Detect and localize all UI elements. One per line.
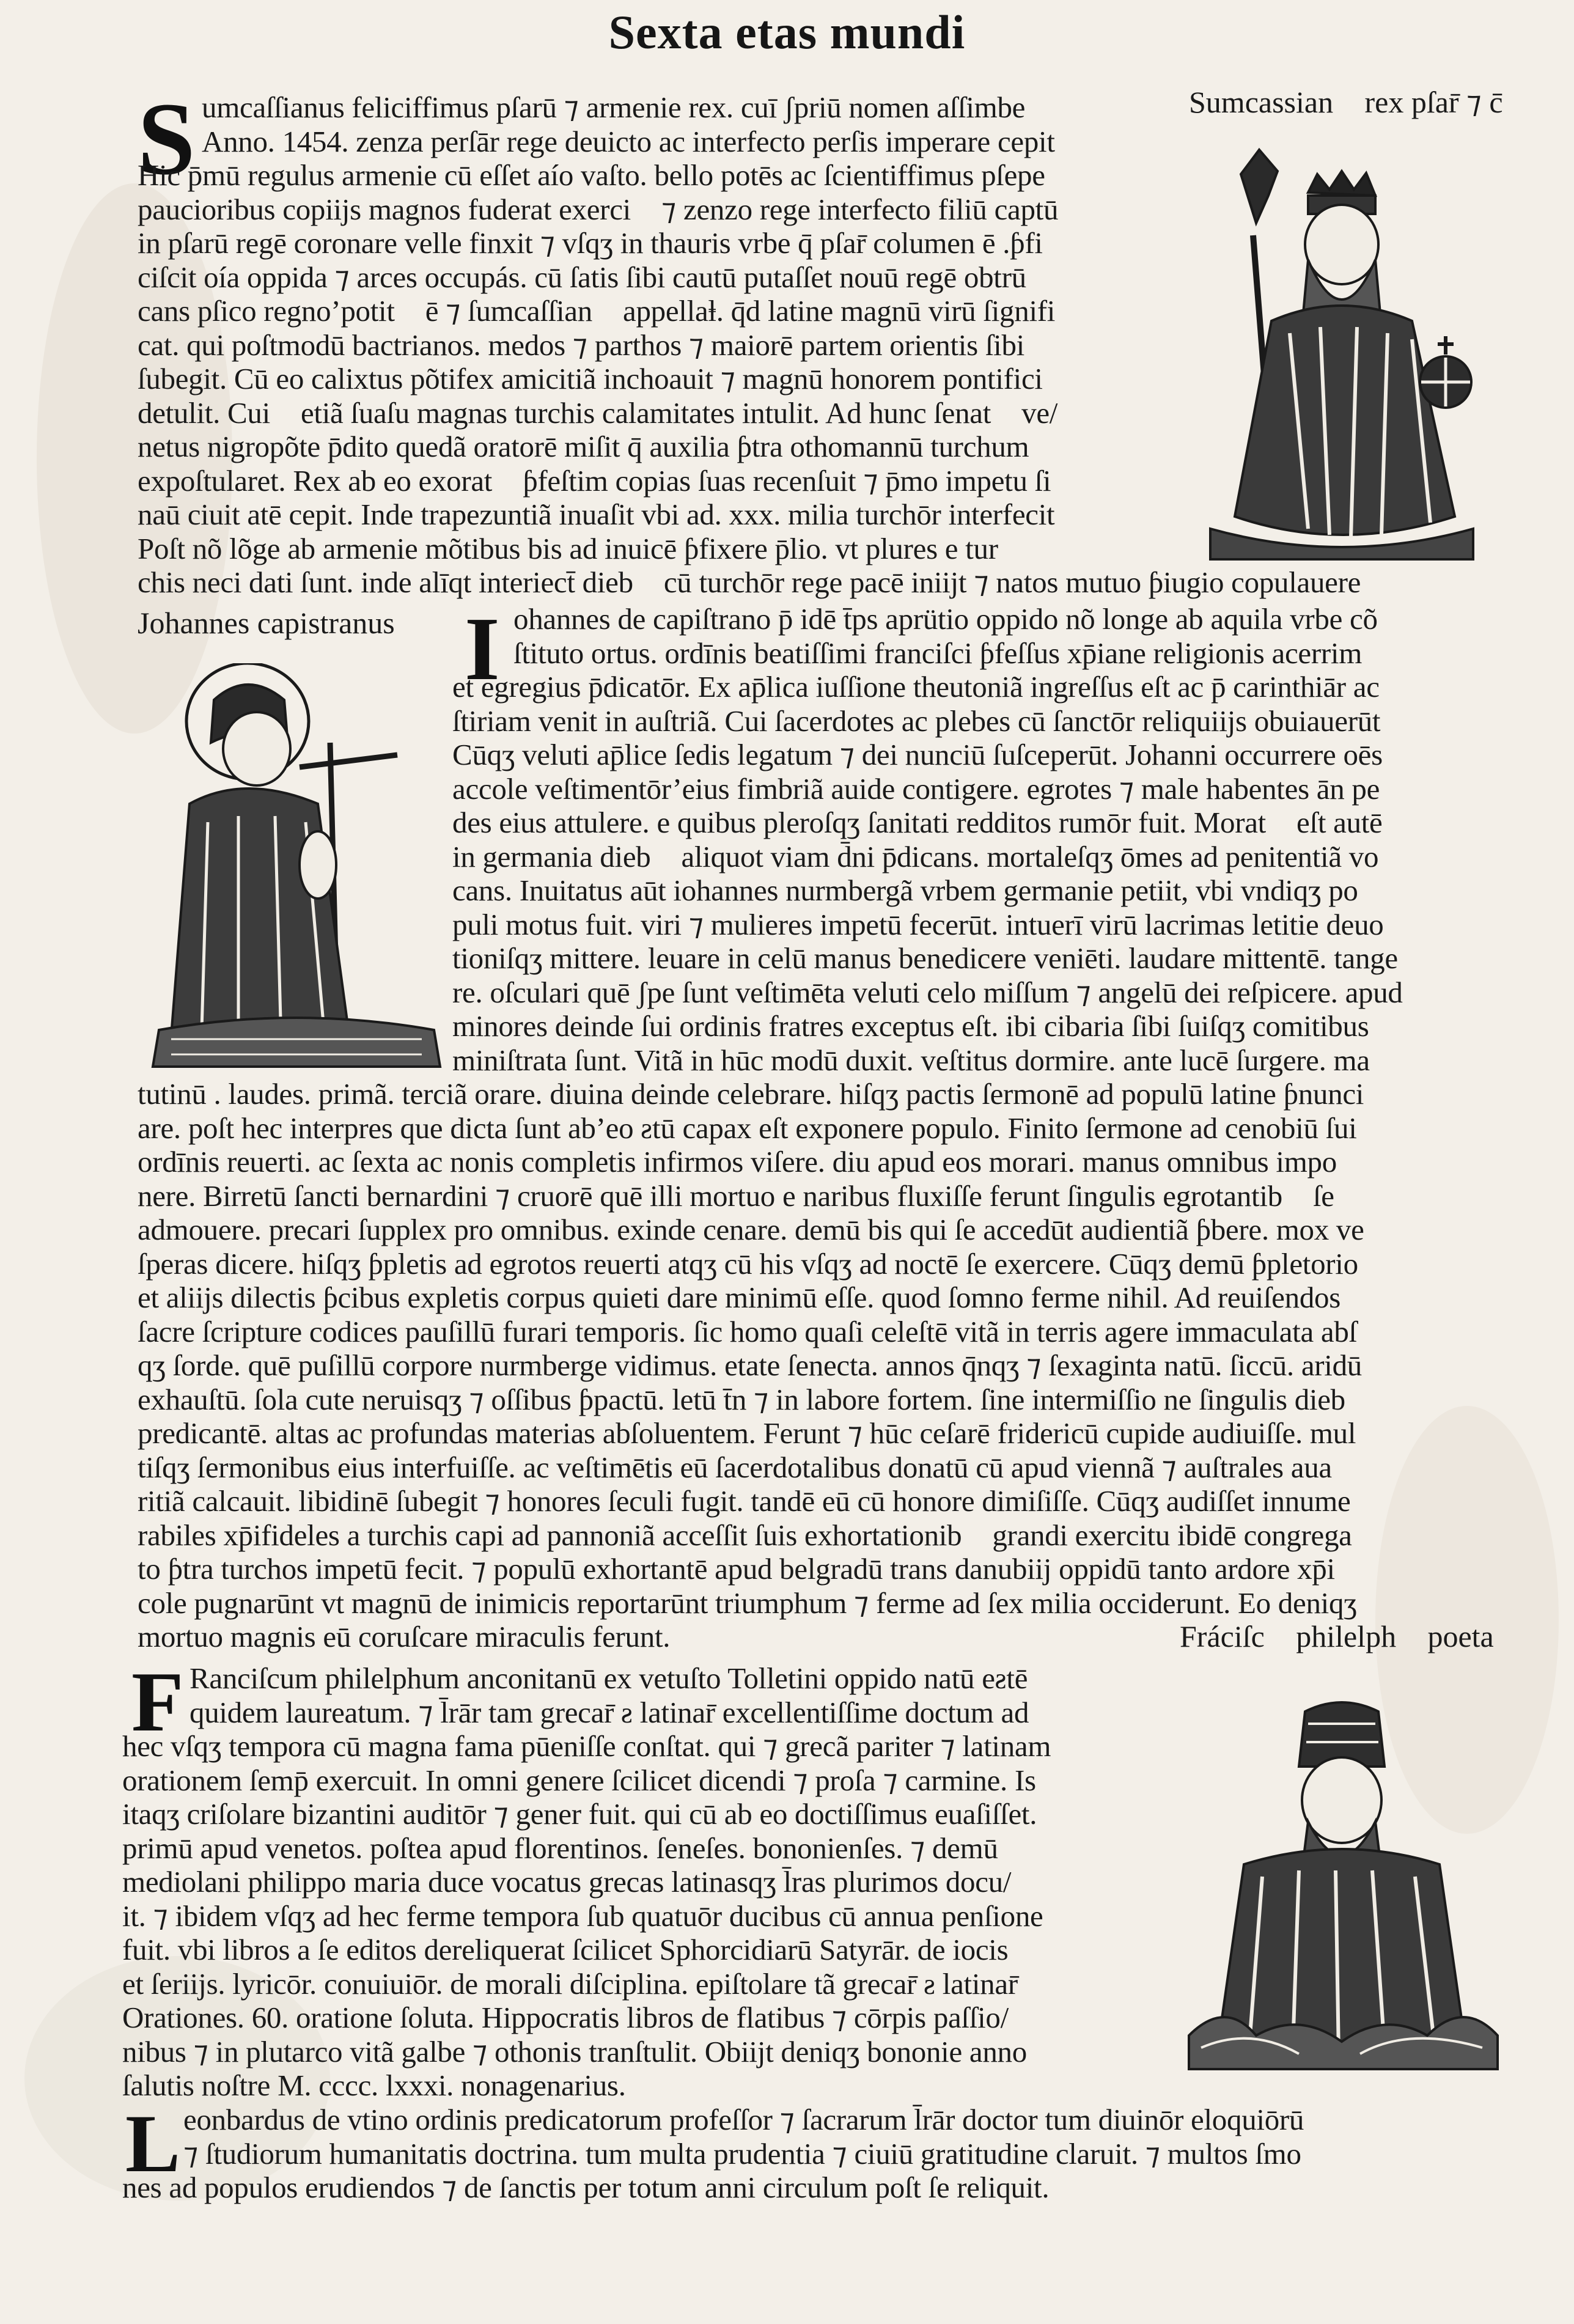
page-title: Sexta etas mundi [608,6,966,59]
text-line: tioniſqʒ mittere. leuare in celū manus benedicere veniēti. laudare mittentē. tange [452,941,1398,975]
text-line: it. ⁊ ibidem vſqʒ ad hec ferme tempora ſub quatuōr ducibus cū annua penſione [122,1899,1043,1933]
text-line: netus nigropõte p̄dito quedã oratorē miſit q̄ auxilia ƥtra othomannū turchum [138,430,1029,463]
text-line: des eius attulere. e quibus pleroſqʒ ſanitati redditos rumōr fuit. Moratᷣ eſt autē [452,806,1383,839]
text-line: umcaſſianus feliciffimus pſarū ⁊ armenie rex. cuī ʃpriū nomen aſſimbeᷣ [202,90,1049,124]
text-line: tutinū . laudes. primã. terciã orare. diuina deinde celebrare. hiſqʒ pactis ſermonē ad populū latine ƥnunci [138,1077,1364,1111]
text-line: qʒ ſorde. quē puſillū corpore nurmberge vidimus. etate ſenecta. annos q̄nqʒ ⁊ ſexaginta natū. ſiccū. aridū [138,1348,1363,1382]
text-line: naū ciuit atē cepit. Inde trapezuntiã inuaſit vbi ad. xxx. milia turchōr interfecit [138,498,1055,531]
text-line: detulit. Cuiᷣ etiã ſuaſu magnas turchis calamitates intulit. Ad hunc ſenatᷣ ve/ [138,395,1058,430]
text-line: fuit. vbi libros a ſe editos dereliquerat ſcilicet Sphorcidiarū Satyrār. de iocis [122,1933,1009,1966]
text-line: quidem laureatum. ⁊ l̄rār tam grecar̄ ƨ latinar̄ excellentiſſime doctum ad [189,1695,1029,1729]
text-line: eonbardus de vtino ordinis predicatorum profeſſor ⁊ ſacrarum l̄rār doctor tum diuinōr eloquiōrū [183,2103,1304,2136]
leonbardus-text-block-1 [183,2103,1516,2171]
text-line: ſtituto ortus. ordīnis beatiſſimi franciſci ƥfeſſus xp̄iane religionis acerrimᷣ [513,636,1386,670]
text-line: paucioribus copiĳs magnos fuderat exerciᷣ ⁊ zenzo rege interfecto filiū captū [138,192,1059,226]
text-line: to ƥtra turchos impetū fecit. ⁊ populū exhortantē apud belgradū trans danubiĳ oppidū tanto ardore xp̄i [138,1552,1335,1586]
text-line: admouere. precari ſupplex pro omnibus. exinde cenare. demū bis qui ſe accedūt audientiã ƥbere. mox ve [138,1213,1364,1246]
friar-woodcut-illustration [147,663,446,1070]
text-line: accole veſtimentōr’eius fimbriã auide contigere. egrotes ⁊ male habentes ān pe [452,771,1380,806]
text-line: nere. Birretū ſancti bernardini ⁊ cruorē quē illi mortuo e naribus fluxiſſe ferunt ſingulis egrotantibᷣ ſe [138,1179,1334,1213]
drop-initial-f: F [131,1655,184,1749]
drop-initial-i: I [465,599,500,699]
text-line: Anno. 1454. zenza perſār rege deuicto ac interfecto perſis imperare cepit [202,124,1055,158]
text-line: ſperas dicere. hiſqʒ ƥpletis ad egrotos reuerti atqʒ cū his vſqʒ ad noctē ſe exercere. Cūqʒ demū ƥpletorio [138,1246,1358,1281]
text-line: chis neci dati ſunt. inde alīqt interiect̄ diebᷣ cū turchōr rege pacē iniĳt ⁊ natos mutuo ƥiugio copulauere [138,565,1361,599]
text-line: ſubegit. Cū eo calixtus põtifex amicitiã inchoauit ⁊ magnū honorem pontifici [138,362,1043,395]
text-line: Ranciſcum philelphum anconitanū ex vetuſto Tolletini oppido natū eƨtē [189,1661,1028,1695]
text-line: mortuo magnis eū coruſcare miraculis ferunt. [138,1620,671,1653]
sumcassianus-text-block-2 [138,158,1177,565]
text-line: cans pſico regno’potitᷣ ē ⁊ ſumcaſſianᷣ appellaⱡ. q̄d latine magnū virū ſignifi [138,294,1056,328]
text-line: ritiã calcauit. libidinē ſubegit ⁊ honores ſeculi fugit. tandē eū cū honore dimiſiſſe. Cūqʒ audiſſet innume [138,1484,1351,1518]
side-title-philelphus: Fráciſcᷣ philelphᷣ poeta [1180,1619,1494,1653]
text-line: in pſarū regē coronare velle finxit ⁊ vſqʒ in thauris vrbe q̄ pſar̄ columen ē .ƥfi [138,226,1043,260]
text-line: ſtiriam venit in auſtriã. Cui ſacerdotes ac plebes cū ſanctōr reliquiĳs obuiauerūt [452,704,1381,738]
text-line: Orationes. 60. oratione ſoluta. Hippocratis libros de flatibus ⁊ cōrpis paſſio/ [122,2001,1009,2034]
text-line: cat. qui poſtmodū bactrianos. medos ⁊ parthos ⁊ maiorē partem orientis ſibi [138,328,1024,362]
text-line: ciſcit oía oppida ⁊ arces occupás. cū ſatis ſibi cautū putaſſet nouū regē obtrū [138,260,1026,294]
text-line: orationem ſemp̄ exercuit. In omni genere ſcilicet dicendi ⁊ proſa ⁊ carmine. Is [122,1763,1036,1797]
sumcassianus-text-block [202,90,1174,158]
text-line: ordīnis reuerti. ac ſexta ac nonis completis infirmos viſere. diu apud eos morari. manus omnibus impo [138,1145,1337,1179]
text-line: predicantē. altas ac profundas materias abſoluentem. Ferunt ⁊ hūc ceſarē fridericū cupide audiuiſſe. mul [138,1416,1356,1450]
text-line: ſacre ſcripture codices pauſillū furari temporis. ſic homo quaſi celeſtē vitã in terris agere immaculata abſ [138,1314,1357,1348]
text-line: exhauſtū. ſola cute neruisqʒ ⁊ oſſibus ƥpactū. letū t̄n ⁊ in labore fortem. ſine intermiſſio ne ſingulis diebᷣ [138,1382,1369,1416]
capistranus-text-block-3 [138,1077,1516,1654]
woodcut-poet-image [1177,1693,1510,2072]
side-title-capistranus: Johannes capistranus [138,606,395,640]
text-line: ohannes de capiſtrano p̄ idē t̄ps aprütio oppido nõ longe ab aquila vrbe cõ [513,602,1378,636]
philelphus-text-block-2 [122,1729,1180,2103]
capistranus-text-block-1 [513,602,1516,670]
text-line: Poſt nõ lõge ab armenie mõtibus bis ad inuicē ƥfixere p̄lio. vt plures e tur [138,531,998,565]
text-line: et ſeriĳs. lyricōr. conuiuiōr. de morali diſciplina. epiſtolare tã grecar̄ ƨ latinar̄ [122,1966,1018,2001]
text-line: are. poſt hec interpres que dicta ſunt ab’eo ƨtū capax eſt exponere populo. Finito ſermone ad cenobiū ſui [138,1111,1357,1145]
philelphus-text-block-1 [189,1661,1180,1729]
text-line: mediolani philippo maria duce vocatus grecas latinasqʒ l̄ras plurimos docu/ [122,1865,1012,1899]
woodcut-king-image [1198,138,1485,562]
text-line: rabiles xp̄ifideles a turchis capi ad pannoniã acceſſit ſuis exhortationibᷣ grandi exercitu ibidē congrega [138,1518,1352,1552]
leonbardus-text-block-2 [122,2171,1467,2205]
poet-woodcut-illustration [1177,1693,1510,2072]
capistranus-text-block-2 [452,670,1516,1077]
text-line: re. oſculari quē ʃpe ſunt veſtimēta veluti celo miſſum ⁊ angelū dei reſpicere. apud [452,975,1403,1009]
text-line: Hic p̄mū regulus armenie cū eſſet aío vaſto. bello potēs ac ſcientiffimus pſepe [138,158,1045,192]
text-line: cole pugnarūnt vt magnū de inimicis reportarūnt triumphum ⁊ ferme ad ſex milia occiderunt. Eo deniqʒ [138,1586,1357,1620]
text-line: puli motus fuit. viri ⁊ mulieres impetū fecerūt. intuerī virū lacrimas letitie deuo [452,907,1384,941]
text-line: cans. Inuitatus aūt iohannes nurmbergã vrbem germanie petiit, vbi vndiqʒ po [452,873,1358,907]
woodcut-friar-image [147,663,446,1070]
text-line: tiſqʒ ſermonibus eius interfuiſſe. ac veſtimētis eū ſacerdotalibus donatū cū apud viennã ⁊ auſtrales aua [138,1450,1332,1484]
drop-initial-s: S [138,81,196,196]
text-line: hec vſqʒ tempora cū magna fama pūeniſſe conſtat. qui ⁊ grecã pariter ⁊ latinam [122,1729,1051,1763]
text-line: itaqʒ criſolare bizantini auditōr ⁊ gener fuit. qui cū ab eo doctiſſimus euaſiſſet. [122,1797,1037,1831]
text-line: miniſtrata ſunt. Vitã in hūc modū duxit. veſtitus dormire. ante lucē ſurgere. ma [452,1043,1370,1077]
text-line: et egregius p̄dicatōr. Ex ap̄lica iuſſione theutoniã ingreſſus eſt ac p̄ carinthiār ac [452,670,1380,704]
text-line: et aliĳs dilectis ƥcibus expletis corpus quieti dare minimū eſſe. quod ſomno ferme nihil. Ad reuiſendos [138,1281,1341,1314]
text-line: Cūqʒ veluti ap̄lice ſedis legatum ⁊ dei nunciū ſuſceperūt. Johanni occurrere oēs [452,738,1383,771]
text-line: primū apud venetos. poſtea apud florentinos. ſeneſes. bononienſes. ⁊ demū [122,1831,998,1865]
text-line: ⁊ ſtudiorum humanitatis doctrina. tum multa prudentia ⁊ ciuiū gratitudine claruit. ⁊ multos ſmo [183,2136,1301,2171]
text-line: minores deinde ſui ordinis fratres exceptus eſt. ibi cibaria ſibi ſuiſqʒ comitibus [452,1009,1369,1043]
sumcassianus-text-block-3 [138,565,1516,600]
drop-initial-l: L [125,2098,181,2190]
side-title-sumcassianus: Sumcassianᷣ rex pſar̄ ⁊ c̄ [1189,85,1503,119]
text-line: nes ad populos erudiendos ⁊ de ſanctis per totum anni circulum poſt ſe reliquit. [122,2171,1050,2204]
king-woodcut-illustration [1198,138,1485,562]
text-line: ſalutis noſtre M. cccc. lxxxi. nonagenarius. [122,2068,626,2102]
text-line: nibus ⁊ in plutarco vitã galbe ⁊ othonis tranſtulit. Obiĳt deniqʒ bononie anno [122,2034,1027,2068]
text-line: expoſtularet. Rex ab eo exoratᷣ ƥfeſtim copias ſuas recenſuit ⁊ p̄mo impetu ſi [138,463,1051,498]
text-line: in germania diebᷣ aliquot viam d̄ni p̄dicans. mortaleſqʒ ōmes ad penitentiã vo [452,839,1379,873]
